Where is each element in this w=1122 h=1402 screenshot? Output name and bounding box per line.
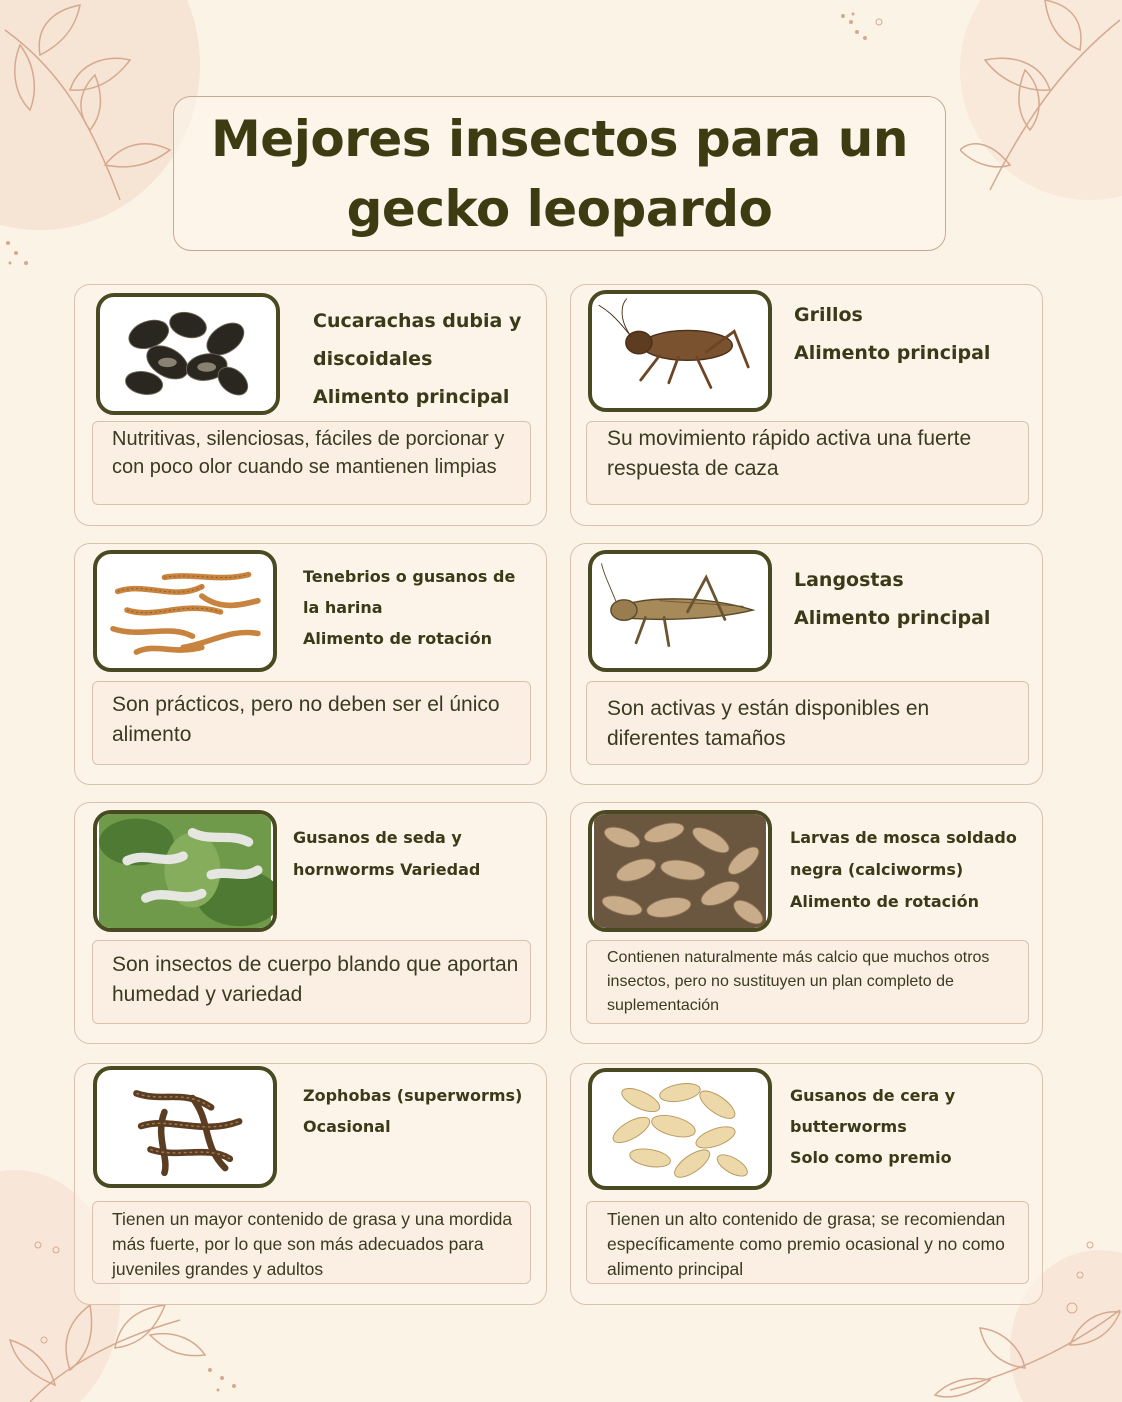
silkworm-icon [93, 810, 277, 932]
superworm-icon [93, 1066, 277, 1188]
insect-heading: Gusanos de seda y hornworms Variedad [293, 828, 481, 879]
insect-heading: Larvas de mosca soldado negra (calciworms) Alimento de rotación [790, 828, 1017, 911]
dots-decoration [835, 8, 895, 48]
insect-heading: Gusanos de cera y butterworms Solo como premio [790, 1086, 956, 1167]
insect-description: Nutritivas, silenciosas, fáciles de porcionar y con poco olor cuando se mantienen limpias [112, 428, 505, 478]
insect-heading: Grillos Alimento principal [794, 304, 991, 364]
insect-description: Tienen un mayor contenido de grasa y una mordida más fuerte, por lo que son más adecuados para juveniles grandes y adultos [112, 1209, 513, 1279]
insect-description: Tienen un alto contenido de grasa; se recomiendan específicamente como premio ocasional y no como alimento principal [607, 1209, 1006, 1279]
dots-decoration [200, 1360, 250, 1400]
corner-blob-top-right [960, 0, 1122, 200]
insect-heading: Langostas Alimento principal [794, 569, 991, 629]
page-title: Mejores insectos para un gecko leopardo [211, 109, 908, 238]
locust-icon [588, 550, 772, 672]
insect-heading: Cucarachas dubia y discoidales Alimento principal [313, 310, 522, 408]
mealworm-icon [93, 550, 277, 672]
dubia-roach-icon [96, 293, 280, 415]
title-box [173, 96, 946, 251]
insect-description: Contienen naturalmente más calcio que muchos otros insectos, pero no sustituyen un plan completo de suplementación [607, 949, 990, 1014]
black-soldier-fly-larvae-icon [588, 810, 772, 932]
insect-description: Son activas y están disponibles en diferentes tamaños [607, 697, 930, 750]
insect-heading: Zophobas (superworms) Ocasional [303, 1086, 523, 1136]
cricket-icon [588, 290, 772, 412]
dots-decoration [0, 235, 40, 275]
insect-description: Son prácticos, pero no deben ser el único alimento [112, 693, 500, 746]
corner-blob-top-left [0, 0, 200, 230]
insect-description: Su movimiento rápido activa una fuerte respuesta de caza [607, 427, 972, 480]
waxworm-icon [588, 1068, 772, 1190]
insect-heading: Tenebrios o gusanos de la harina Alimento de rotación [303, 567, 516, 648]
insect-description: Son insectos de cuerpo blando que aportan humedad y variedad [112, 953, 519, 1006]
